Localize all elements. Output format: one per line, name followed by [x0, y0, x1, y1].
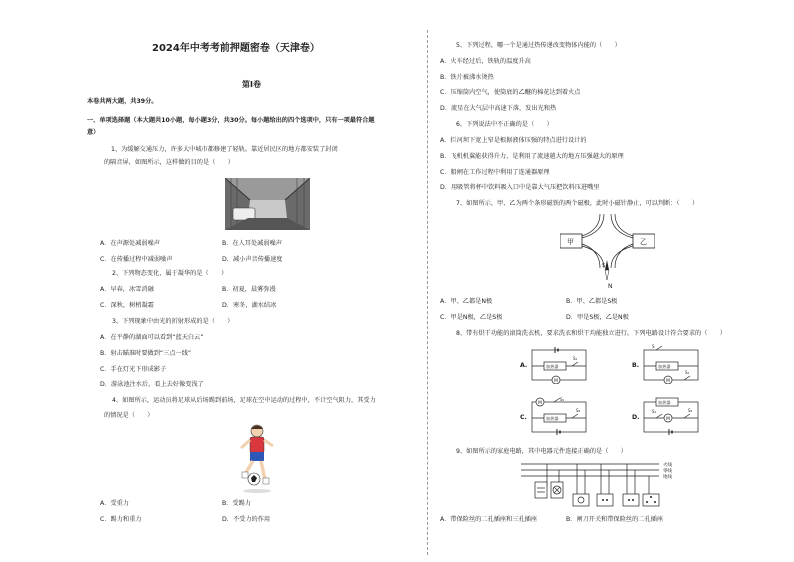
exam-title: 2024年中考考前押题密卷（天津卷） [152, 43, 320, 54]
q6-option-a[interactable]: A．拦河坝下宽上窄是根据液体压强的特点进行设计的 [440, 137, 587, 144]
q9-option-b[interactable]: B．闸刀开关和带保险丝的二孔插座 [566, 516, 664, 523]
q7-needle-s: S [602, 263, 606, 269]
q7-stem: 7、如图所示，甲、乙为两个条形磁铁的两个磁极，此时小磁针静止，可以判断：（ ） [456, 200, 699, 207]
q2-stem: 2、下列物态变化，属于凝华的是（ ） [112, 270, 228, 277]
q8-c-switch: S₁ [560, 397, 565, 402]
q1-option-c[interactable]: C．在传播过程中减弱噪声 [100, 256, 173, 263]
q3-option-b[interactable]: B．射击瞄准时要做到“三点一线” [100, 350, 192, 357]
q8-circuit-c [530, 396, 590, 436]
q9-option-a[interactable]: A．带保险丝的二孔插座和三孔插座 [440, 516, 538, 523]
q7-option-d[interactable]: D．甲是S极，乙是N极 [566, 314, 629, 321]
q8-d-heater: 加热器 [658, 400, 671, 405]
q1-stem-cont: 的隔音屏，如图所示，这样做的目的是（ ） [104, 159, 234, 166]
q9-household-circuit-figure [517, 458, 687, 508]
section-heading-cont: 意） [87, 129, 100, 136]
q8-d-switch: S₁ [652, 409, 657, 414]
q2-option-c[interactable]: C．深秋，树梢凝霜 [100, 302, 154, 309]
q3-option-a[interactable]: A．在平静的湖面可以看到“蓝天白云” [100, 334, 204, 341]
q4-soccer-player-figure [233, 422, 278, 494]
q8-b-heater: 加热器 [658, 364, 671, 369]
q7-option-c[interactable]: C．甲是N极，乙是S极 [440, 314, 503, 321]
q8-b-motor: M [666, 379, 670, 384]
q8-c-heater: 加热器 [546, 416, 559, 421]
q5-option-a[interactable]: A．火车经过后，铁轨的温度升高 [440, 58, 531, 65]
q7-option-b[interactable]: B．甲、乙都是S极 [566, 298, 618, 305]
q7-needle-n: N [608, 283, 613, 290]
q2-option-a[interactable]: A．早春，冰雪消融 [100, 286, 154, 293]
q8-stem: 8、带有烘干功能的滚筒洗衣机，要求洗衣和烘干均能独立进行。下列电路设计符合要求的（ ） [456, 330, 726, 337]
q2-option-b[interactable]: B．初夏，晨雾弥漫 [222, 286, 276, 293]
q6-stem: 6、下列说法中不正确的是（ ） [456, 121, 553, 128]
q1-option-b[interactable]: B．在人耳处减弱噪声 [222, 240, 282, 247]
q3-stem: 3、下列现象中由光的折射形成的是（ ） [112, 318, 234, 325]
q5-option-b[interactable]: B．铁片被沸水烫热 [440, 74, 494, 81]
q8-c-motor: M [538, 401, 542, 406]
q8-circuit-a [530, 344, 590, 384]
q6-option-c[interactable]: C．船闸在工作过程中利用了连通器原理 [440, 169, 550, 176]
q5-stem: 5、下列过程，哪一个是通过热传递改变物体内能的（ ） [456, 42, 621, 49]
q8-a-heater: 加热器 [546, 364, 559, 369]
q3-option-c[interactable]: C．手在灯光下形成影子 [100, 366, 167, 373]
q8-option-c[interactable]: C. [520, 414, 527, 421]
total-score-note: 本卷共两大题，共39分。 [87, 98, 158, 105]
q9-live-wire-label: 火线 [663, 463, 672, 468]
q7-label-jia: 甲 [567, 238, 574, 246]
q1-soundbarrier-figure [225, 178, 310, 230]
q6-option-d[interactable]: D．用吸管将杯中饮料吸入口中是靠大气压把饮料压进嘴里 [440, 184, 600, 191]
q8-b-switch-2: S₁ [685, 370, 690, 375]
q8-a-motor: M [554, 379, 558, 384]
q4-stem: 4、如图所示，运动员将足球从后场踢到前场，足球在空中运动的过程中，不计空气阻力，其受力 [112, 397, 376, 404]
q4-option-b[interactable]: B．受踢力 [222, 500, 251, 507]
q8-option-b[interactable]: B. [632, 362, 640, 369]
q3-option-d[interactable]: D．游泳池注水后，看上去好像变浅了 [100, 381, 204, 388]
q5-option-c[interactable]: C．压缩筒内空气，使筒底的乙醚的棉花达到着火点 [440, 89, 581, 96]
q8-d-motor: M [666, 417, 670, 422]
q8-option-a[interactable]: A. [520, 362, 528, 369]
q1-option-d[interactable]: D．减小声音传播速度 [222, 256, 283, 263]
q4-option-a[interactable]: A．受重力 [100, 500, 129, 507]
q8-b-switch: S [652, 344, 655, 349]
column-divider [427, 30, 428, 555]
q8-a-switch: S₁ [573, 356, 578, 361]
q9-ground-wire-label: 地线 [663, 475, 672, 480]
q1-stem: 1、为缓解交通压力，许多大中城市都修建了轻轨。靠近居民区的地方都安装了封闭 [111, 146, 338, 153]
q7-magnet-figure [560, 212, 655, 290]
q2-option-d[interactable]: D．寒冬，湖水结冰 [222, 302, 277, 309]
q4-option-d[interactable]: D．不受力的作用 [222, 516, 271, 523]
q4-option-c[interactable]: C．踢力和重力 [100, 516, 142, 523]
q7-label-yi: 乙 [640, 238, 647, 246]
q8-d-switch-2: S₂ [688, 408, 693, 413]
q8-option-d[interactable]: D. [632, 414, 640, 421]
q8-circuit-d [642, 396, 702, 436]
q9-neutral-wire-label: 零线 [663, 469, 672, 474]
q1-option-a[interactable]: A．在声源处减弱噪声 [100, 240, 160, 247]
q9-stem: 9、如图所示的家庭电路，其中电器元件连接正确的是（ ） [456, 448, 627, 455]
q4-stem-cont: 的情况是（ ） [104, 412, 154, 419]
q8-circuit-b [642, 344, 702, 384]
q6-option-b[interactable]: B．飞机机翼能获得升力，是利用了流速越大的地方压强越大的原理 [440, 153, 624, 160]
q5-option-d[interactable]: D．流星在大气层中高速下落，发出光和热 [440, 105, 557, 112]
q8-c-switch-2: S₂ [576, 408, 581, 413]
part-heading: 第Ⅰ卷 [242, 80, 261, 89]
section-heading: 一、单项选择题（本大题共10小题，每小题3分，共30分。每小题给出的四个选项中，只有一项最符合题 [87, 117, 375, 124]
q7-option-a[interactable]: A．甲、乙都是N极 [440, 298, 493, 305]
